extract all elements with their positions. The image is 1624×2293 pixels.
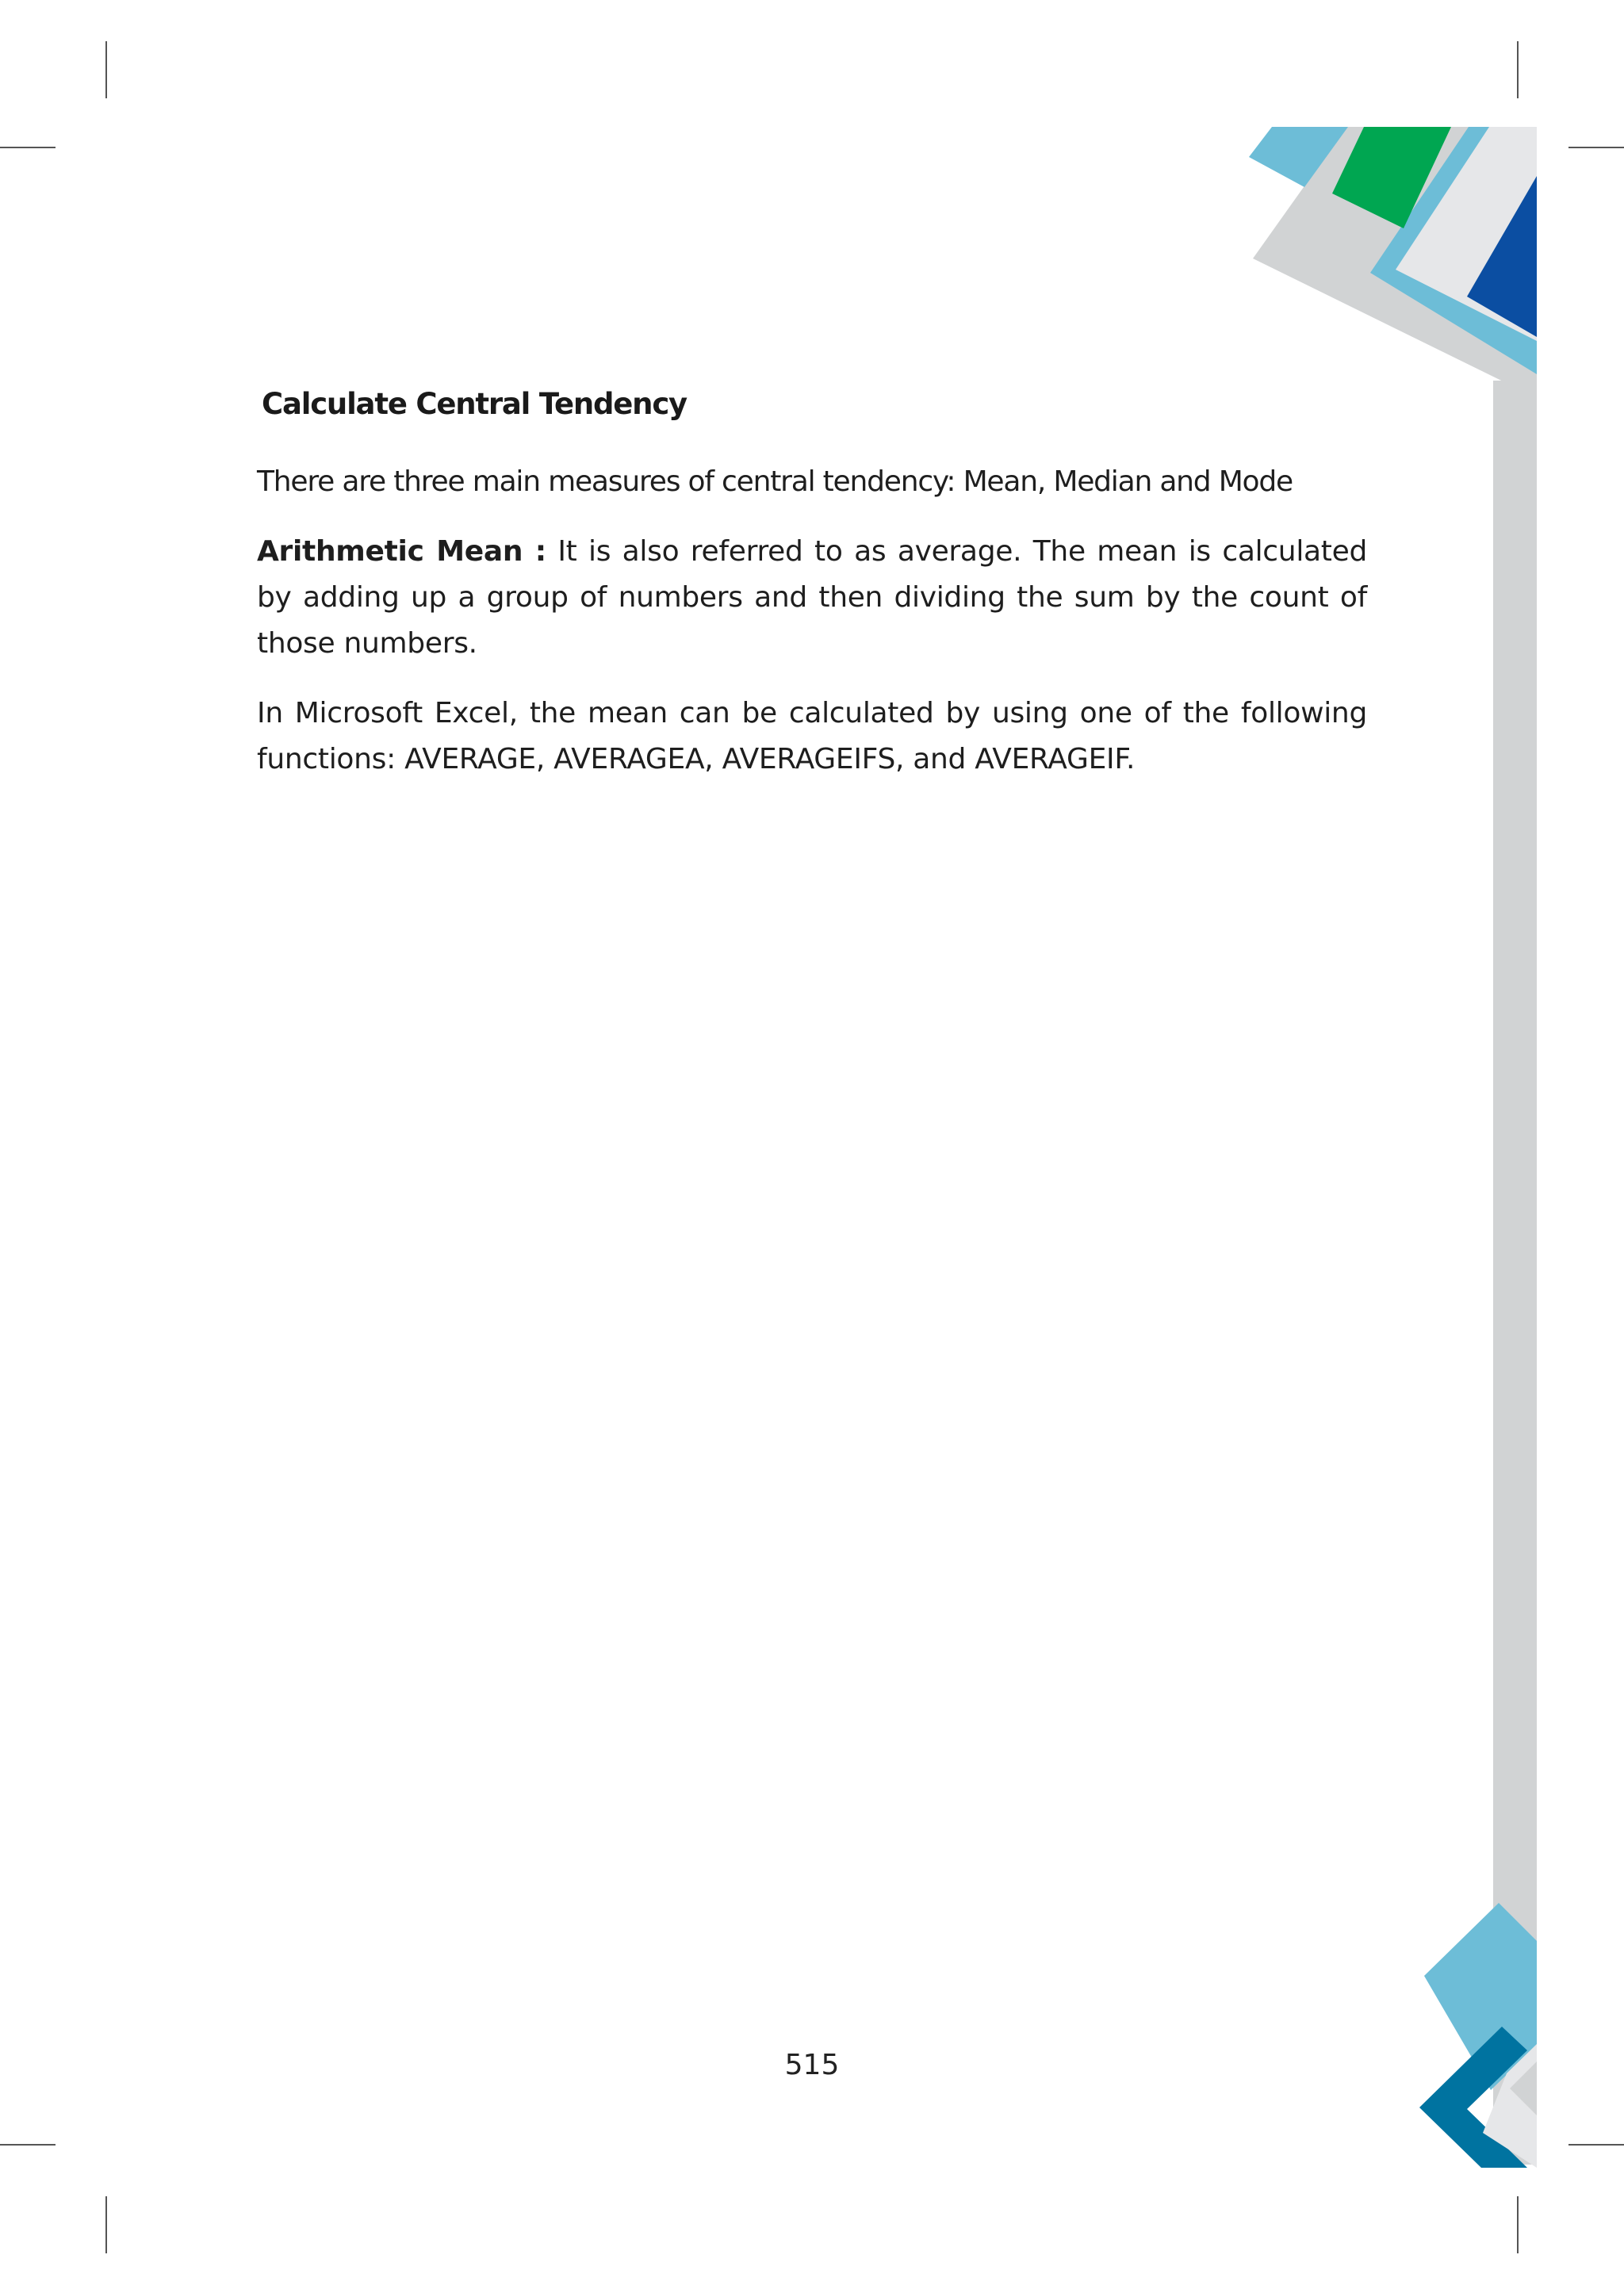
arithmetic-mean-paragraph [257,529,1367,667]
intro-paragraph: There are three main measures of central tendency: Mean, Median and Mode [257,465,1293,498]
arithmetic-mean-term: Arithmetic Mean : [257,535,546,568]
arithmetic-mean-definition: It is also referred to as average. The mean is calculated by adding up a group of numbers and then dividing the sum by the count of those numbers. [257,535,1367,660]
crop-marks [0,41,1624,2253]
top-right-stripe-pattern [1249,127,1537,398]
bottom-right-diamond-pattern [1419,1903,1537,2168]
page-content [257,387,1367,806]
page-number: 515 [784,2049,840,2081]
right-margin-band [1493,381,1537,2165]
section-heading: Calculate Central Tendency [262,387,687,421]
excel-functions-paragraph: In Microsoft Excel, the mean can be calculated by using one of the following functions: AVERAGE, AVERAGEA, AVERAGEIFS, and AVERAGEIF. [257,697,1367,775]
